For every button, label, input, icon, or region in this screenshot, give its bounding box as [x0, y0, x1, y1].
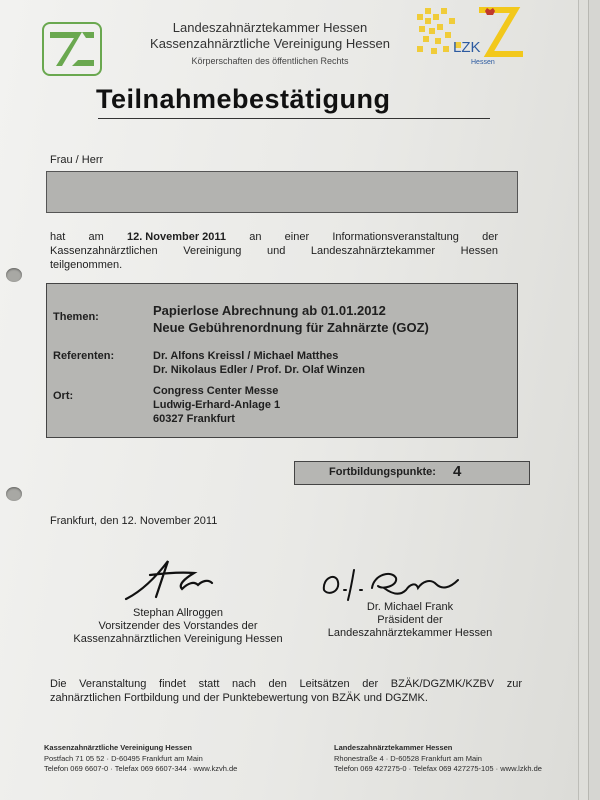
- event-date: 12. November 2011: [126, 231, 227, 243]
- speakers-line-2: Dr. Nikolaus Edler / Prof. Dr. Olaf Winzen: [153, 364, 366, 376]
- signer-kzv-role-2: Kassenzahnärztlichen Vereinigung Hessen: [73, 633, 283, 645]
- note-word: den: [268, 678, 287, 690]
- org-line-kzv: Kassenzahnärztliche Vereinigung Hessen: [150, 36, 390, 51]
- footer-lzk-org: Landeszahnärztekammer Hessen: [334, 743, 453, 752]
- statement-word: hat: [50, 231, 66, 243]
- kzv-hessen-logo: [42, 22, 102, 76]
- statement-word: Vereinigung: [183, 245, 242, 257]
- lzk-logo-text: LZK: [453, 39, 481, 56]
- participant-name-field: [46, 171, 518, 213]
- issuer-header: [120, 20, 420, 66]
- guideline-note: [50, 677, 522, 705]
- lzk-hessen-logo: [415, 4, 527, 70]
- statement-word: und: [266, 245, 286, 257]
- attendance-statement: [50, 230, 498, 272]
- statement-line3: teilgenommen.: [50, 259, 123, 271]
- signer-lzk-role-2: Landeszahnärztekammer Hessen: [327, 627, 493, 639]
- document-title: Teilnahmebestätigung: [96, 84, 391, 114]
- statement-word: Informationsveranstaltung: [332, 231, 459, 243]
- salutation-label: Frau / Herr: [50, 154, 104, 166]
- topic-line-1: Papierlose Abrechnung ab 01.01.2012: [153, 303, 386, 318]
- punch-hole-top: [6, 268, 22, 282]
- footer-lzk: [334, 743, 542, 775]
- location-label: Ort:: [53, 390, 74, 402]
- org-legal-status: Körperschaften des öffentlichen Rechts: [191, 56, 349, 66]
- cpd-points-value: 4: [453, 463, 462, 480]
- statement-word: Hessen: [460, 245, 498, 257]
- cpd-points-box: [294, 461, 530, 485]
- note-word: Leitsätzen: [299, 678, 350, 690]
- location-line-2: Ludwig-Erhard-Anlage 1: [153, 399, 281, 411]
- signer-lzk: [300, 601, 520, 640]
- statement-word: einer: [284, 231, 310, 243]
- event-details-box: [46, 283, 518, 438]
- cpd-points-label: Fortbildungspunkte:: [329, 466, 436, 478]
- signer-lzk-role-1: Präsident der: [377, 614, 443, 626]
- statement-word: an: [249, 231, 262, 243]
- signer-kzv-name: Stephan Allroggen: [133, 607, 223, 619]
- footer-kzv-contact: Telefon 069 6607-0 · Telefax 069 6607-344 · www.kzvh.de: [44, 764, 238, 773]
- footer-lzk-address: Rhonestraße 4 · D-60528 Frankfurt am Main: [334, 753, 482, 763]
- footer-kzv-address: Postfach 71 05 52 · D-60495 Frankfurt am Main: [44, 753, 203, 763]
- note-word: der: [362, 678, 379, 690]
- org-line-lzk: Landeszahnärztekammer Hessen: [172, 20, 368, 35]
- note-word: nach: [232, 678, 256, 690]
- statement-word: der: [482, 231, 498, 243]
- signer-lzk-name: Dr. Michael Frank: [366, 601, 454, 613]
- note-word: Veranstaltung: [79, 678, 147, 690]
- footer-kzv-org: Kassenzahnärztliche Vereinigung Hessen: [44, 743, 192, 752]
- topic-line-2: Neue Gebührenordnung für Zahnärzte (GOZ): [153, 320, 429, 335]
- note-word: findet: [159, 678, 186, 690]
- topics-label: Themen:: [53, 311, 99, 323]
- title-underline: [98, 118, 490, 119]
- statement-word: Landeszahnärztekammer: [310, 245, 436, 257]
- signature-allroggen: [120, 555, 220, 605]
- note-line-2: zahnärztlichen Fortbildung und der Punktebewertung von BZÄK und DGZMK.: [50, 692, 428, 704]
- lzk-logo-subtext: Hessen: [471, 59, 495, 66]
- place-and-date: Frankfurt, den 12. November 2011: [50, 515, 218, 527]
- location-line-1: Congress Center Messe: [153, 385, 279, 397]
- punch-hole-bottom: [6, 487, 22, 501]
- statement-word: am: [88, 231, 104, 243]
- signer-kzv: [40, 607, 316, 646]
- note-word: statt: [198, 678, 220, 690]
- location-line-3: 60327 Frankfurt: [153, 413, 235, 425]
- speakers-label: Referenten:: [53, 350, 115, 362]
- footer-kzv: [44, 743, 237, 775]
- statement-word: Kassenzahnärztlichen: [50, 245, 158, 257]
- note-word: zur: [506, 678, 522, 690]
- speakers-line-1: Dr. Alfons Kreissl / Michael Matthes: [153, 350, 339, 362]
- footer-lzk-contact: Telefon 069 427275-0 · Telefax 069 427275-105 · www.lzkh.de: [334, 764, 542, 773]
- note-word: BZÄK/DGZMK/KZBV: [390, 678, 495, 690]
- signer-kzv-role-1: Vorsitzender des Vorstandes der: [98, 620, 258, 632]
- note-word: Die: [50, 678, 67, 690]
- page-edge: [588, 0, 600, 800]
